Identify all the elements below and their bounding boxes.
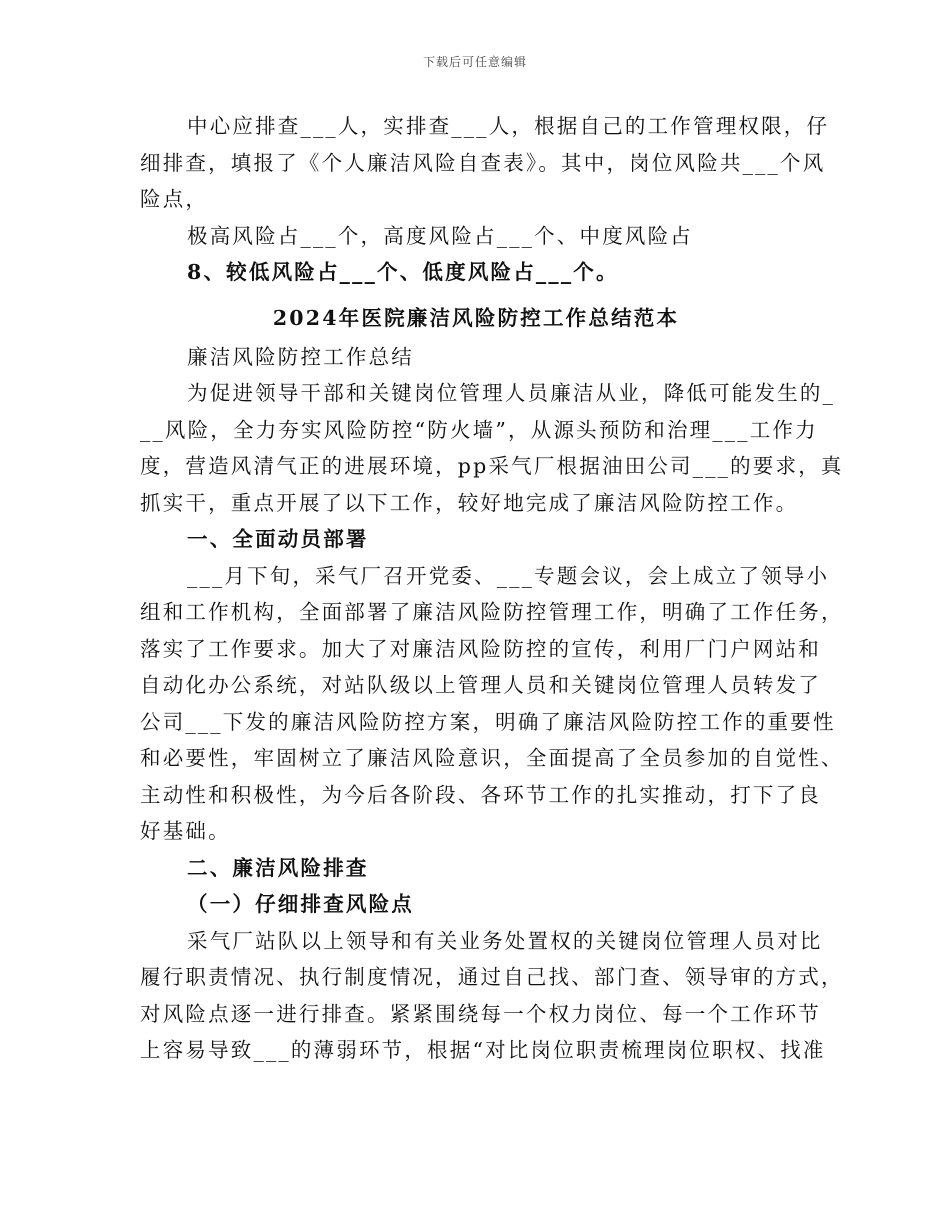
paragraph-line: 中心应排查___人，实排查___人，根据自己的工作管理权限，仔 bbox=[187, 114, 830, 138]
section-1-line: 组和工作机构，全面部署了廉洁风险防控管理工作，明确了工作任务， bbox=[140, 600, 844, 624]
section-1-line: 落实了工作要求。加大了对廉洁风险防控的宣传，利用厂门户网站和 bbox=[140, 636, 821, 661]
intro-line: __风险，全力夯实风险防控“防火墙”，从源头预防和治理___工作力 bbox=[140, 417, 818, 442]
section-2-line: 对风险点逐一进行排查。紧紧围绕每一个权力岗位、每一个工作环节 bbox=[140, 1001, 821, 1026]
intro-line: 抓实干，重点开展了以下工作，较好地完成了廉洁风险防控工作。 bbox=[140, 490, 799, 515]
intro-line: 为促进领导干部和关键岗位管理人员廉洁从业，降低可能发生的_ bbox=[187, 381, 836, 405]
section-2-subheading: （一）仔细排查风险点 bbox=[187, 892, 414, 916]
document-title: 2024年医院廉洁风险防控工作总结范本 bbox=[272, 305, 680, 330]
document-body bbox=[140, 108, 844, 1069]
paragraph-line: 险点， bbox=[140, 187, 209, 211]
item-8: 8、较低风险占___个、低度风险占___个。 bbox=[187, 260, 619, 284]
section-2-line: 上容易导致___的薄弱环节，根据“对比岗位职责梳理岗位职权、找准 bbox=[140, 1038, 826, 1062]
section-1-line: 公司___下发的廉洁风险防控方案，明确了廉洁风险防控工作的重要性 bbox=[140, 709, 836, 734]
section-1-heading: 一、全面动员部署 bbox=[187, 527, 369, 551]
paragraph-line: 细排查，填报了《个人廉洁风险自查表》。其中，岗位风险共___个风 bbox=[140, 150, 826, 175]
section-2-line: 履行职责情况、执行制度情况，通过自己找、部门查、领导审的方式， bbox=[140, 965, 844, 989]
section-1-line: 自动化办公系统，对站队级以上管理人员和关键岗位管理人员转发了 bbox=[140, 673, 821, 697]
section-2-heading: 二、廉洁风险排查 bbox=[187, 855, 369, 880]
intro-line: 度，营造风清气正的进展环境，pp采气厂根据油田公司___的要求，真 bbox=[140, 454, 844, 478]
section-2-line: 采气厂站队以上领导和有关业务处置权的关键岗位管理人员对比 bbox=[187, 928, 823, 953]
section-1-line: 主动性和积极性，为今后各阶段、各环节工作的扎实推动，打下了良 bbox=[140, 782, 821, 807]
section-1-line: 和必要性，牢固树立了廉洁风险意识，全面提高了全员参加的自觉性、 bbox=[140, 746, 844, 770]
section-1-line: 好基础。 bbox=[140, 819, 231, 843]
subtitle: 廉洁风险防控工作总结 bbox=[187, 344, 414, 369]
risk-line: 极高风险占___个，高度风险占___个、中度风险占 bbox=[187, 223, 693, 248]
page-header: 下载后可任意编辑 bbox=[422, 55, 527, 69]
section-1-line: ___月下旬，采气厂召开党委、___专题会议，会上成立了领导小 bbox=[187, 563, 830, 588]
